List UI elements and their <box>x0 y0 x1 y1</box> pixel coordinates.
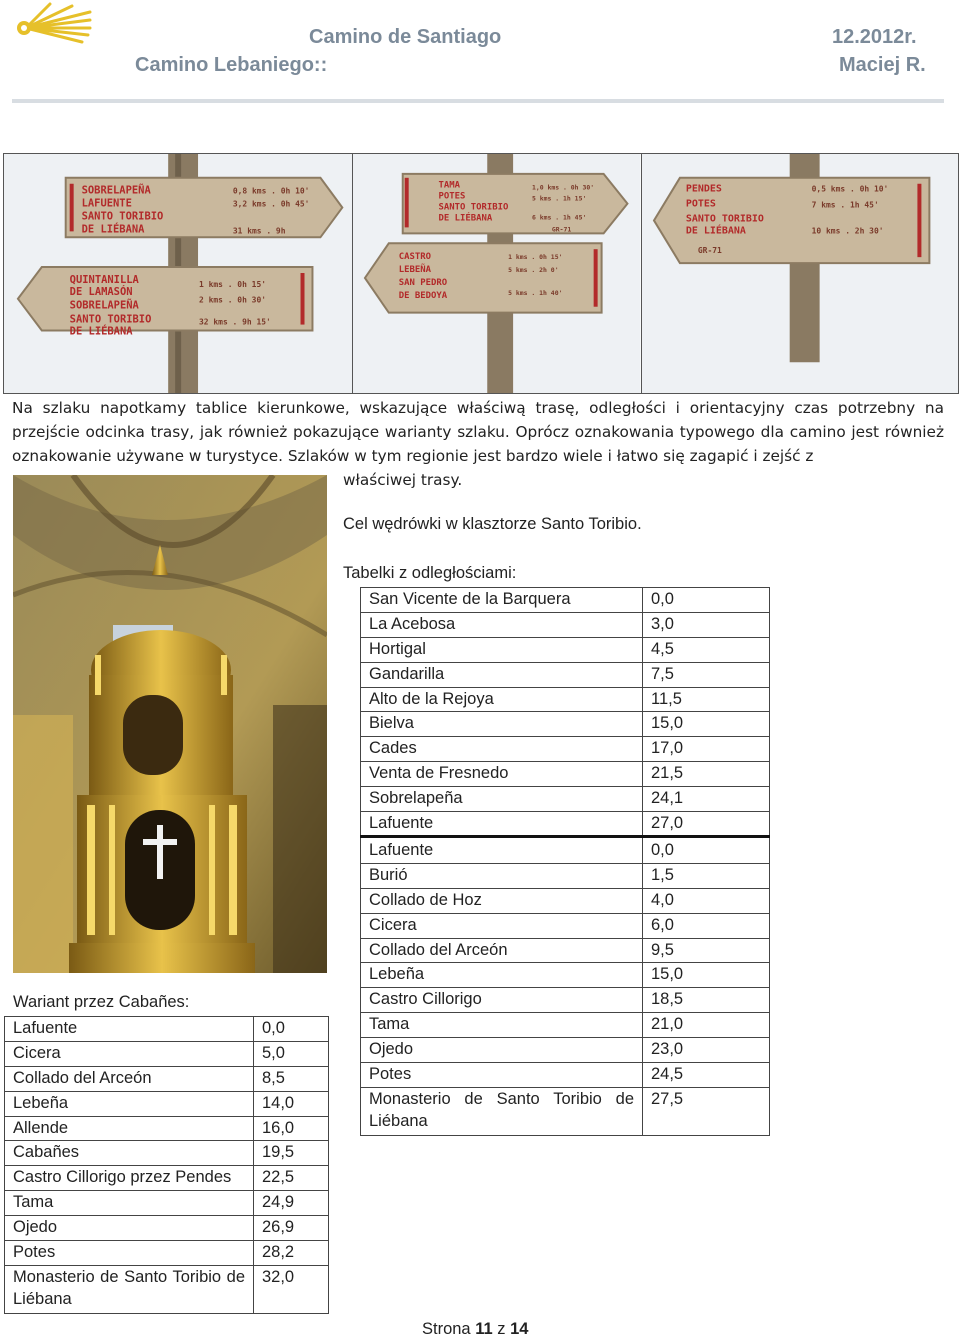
header-divider <box>12 99 944 103</box>
place-cell: Lafuente <box>5 1017 254 1042</box>
table-row <box>361 762 770 787</box>
header-title: Camino de Santiago <box>309 26 502 48</box>
variant-caption: Wariant przez Cabañes: <box>13 993 190 1011</box>
distance-cell: 3,0 <box>643 612 770 637</box>
table-row <box>361 1038 770 1063</box>
place-cell: Potes <box>5 1241 254 1266</box>
distance-cell: 9,5 <box>643 938 770 963</box>
table-row <box>5 1166 329 1191</box>
table-row <box>361 588 770 613</box>
sign-right-line-3: SANTO TORIBIO <box>685 213 764 225</box>
goal-caption: Cel wędrówki w klasztorze Santo Toribio. <box>343 515 642 533</box>
place-cell: Ojedo <box>5 1216 254 1241</box>
place-cell: Lebeña <box>361 963 643 988</box>
total-pages: 14 <box>510 1320 529 1338</box>
signpost-photo-left <box>4 154 353 393</box>
place-cell: Cabañes <box>5 1141 254 1166</box>
sign-left-upper-2: LAFUENTE <box>81 197 132 210</box>
signpost-photo-right <box>642 154 958 393</box>
signpost-photo-middle <box>353 154 641 393</box>
distance-cell: 21,0 <box>643 1013 770 1038</box>
sign-mid-upper-3: SANTO TORIBIO <box>438 202 509 213</box>
sign-left-lower-2: DE LAMASÓN <box>69 285 133 298</box>
sign-mid-upper-mark: GR-71 <box>552 225 572 234</box>
signpost-photo-strip <box>3 153 959 394</box>
distance-cell: 15,0 <box>643 963 770 988</box>
table-row <box>361 836 770 863</box>
table-row <box>361 637 770 662</box>
place-cell: Cades <box>361 737 643 762</box>
sign-mid-lower-dist-3: 5 kms . 1h 40' <box>508 288 563 297</box>
table-row <box>5 1241 329 1266</box>
monastery-reliquary-photo <box>13 475 327 973</box>
place-cell: Collado de Hoz <box>361 888 643 913</box>
header-date: 12.2012r. <box>832 26 917 48</box>
table-row <box>361 612 770 637</box>
distance-cell: 27,5 <box>643 1087 770 1135</box>
place-cell: Cicera <box>5 1041 254 1066</box>
distance-cell: 32,0 <box>254 1265 329 1313</box>
table-row <box>5 1091 329 1116</box>
distance-cell: 0,0 <box>643 588 770 613</box>
distance-cell: 14,0 <box>254 1091 329 1116</box>
sign-right-dist-2: 7 kms . 1h 45' <box>811 200 879 210</box>
distance-cell: 16,0 <box>254 1116 329 1141</box>
sign-left-lower-1: QUINTANILLA <box>69 273 139 286</box>
table-row <box>361 812 770 837</box>
sign-mid-lower-2: LEBEÑA <box>399 265 432 276</box>
distance-cell: 17,0 <box>643 737 770 762</box>
distance-cell: 0,0 <box>643 836 770 863</box>
sign-left-upper-dist-1: 0,8 kms . 0h 10' <box>232 186 310 196</box>
sign-left-lower-4: SANTO TORIBIO <box>69 313 152 326</box>
sign-mid-lower-dist-1: 1 kms . 0h 15' <box>508 253 563 262</box>
sign-left-lower-dist-1: 1 kms . 0h 15' <box>199 279 267 289</box>
distance-cell: 7,5 <box>643 662 770 687</box>
header-author: Maciej R. <box>839 54 926 76</box>
sign-left-upper-dist-2: 3,2 kms . 0h 45' <box>232 199 310 209</box>
signpost-photo-icon <box>642 154 958 393</box>
place-cell: Gandarilla <box>361 662 643 687</box>
page-separator: z <box>497 1320 506 1338</box>
distance-tables-caption: Tabelki z odległościami: <box>343 564 517 582</box>
intro-paragraph-last-line: właściwej trasy. <box>343 471 463 489</box>
distance-cell: 27,0 <box>643 812 770 837</box>
distance-cell: 8,5 <box>254 1066 329 1091</box>
table-row <box>361 787 770 812</box>
sign-mid-upper-dist-1: 1,0 kms . 0h 30' <box>532 183 595 192</box>
sign-right-dist-1: 0,5 kms . 0h 10' <box>811 184 889 194</box>
table-row <box>361 913 770 938</box>
variant-distance-table <box>4 1016 329 1314</box>
place-cell: Potes <box>361 1063 643 1088</box>
page-number <box>422 1320 528 1339</box>
place-cell: Burió <box>361 863 643 888</box>
sign-mid-upper-dist-2: 5 kms . 1h 15' <box>532 194 587 203</box>
table-row <box>5 1216 329 1241</box>
place-cell: Cicera <box>361 913 643 938</box>
sign-left-upper-3: SANTO TORIBIO <box>81 210 164 223</box>
distance-cell: 19,5 <box>254 1141 329 1166</box>
table-row <box>361 888 770 913</box>
sign-mid-lower-3: SAN PEDRO <box>399 277 448 288</box>
table-row <box>5 1041 329 1066</box>
place-cell: Allende <box>5 1116 254 1141</box>
sign-left-lower-5: DE LIÉBANA <box>69 325 133 338</box>
table-row <box>361 863 770 888</box>
intro-paragraph: Na szlaku napotkamy tablice kierunkowe, wskazujące właściwą trasę, odległości i orientacyjny czas potrzebny na przejście odcinka trasy, jak również pokazujące warianty szlaku. Oprócz oznakowania typowego dla camino jest również oznakowanie używane w turystyce. Szlaków w tym regionie jest bardzo wiele i łatwo się zagapić i zejść z <box>12 399 944 465</box>
distance-cell: 21,5 <box>643 762 770 787</box>
distance-cell: 5,0 <box>254 1041 329 1066</box>
distance-cell: 28,2 <box>254 1241 329 1266</box>
place-cell: San Vicente de la Barquera <box>361 588 643 613</box>
signpost-photo-icon <box>353 154 640 393</box>
distance-cell: 4,0 <box>643 888 770 913</box>
place-cell: Venta de Fresnedo <box>361 762 643 787</box>
sign-left-upper-dist-3: 31 kms . 9h <box>232 226 286 236</box>
distance-cell: 24,9 <box>254 1191 329 1216</box>
header-subtitle: Camino Lebaniego:: <box>135 54 328 76</box>
sign-right-dist-3: 10 kms . 2h 30' <box>811 226 884 236</box>
table-row <box>5 1141 329 1166</box>
place-cell: Collado del Arceón <box>361 938 643 963</box>
sign-left-upper-4: DE LIÉBANA <box>81 223 145 236</box>
distance-cell: 26,9 <box>254 1216 329 1241</box>
table-row <box>361 687 770 712</box>
place-cell: Castro Cillorigo przez Pendes <box>5 1166 254 1191</box>
distance-cell: 24,1 <box>643 787 770 812</box>
place-cell: Hortigal <box>361 637 643 662</box>
sign-mid-upper-dist-3: 6 kms . 1h 45' <box>532 213 587 222</box>
current-page: 11 <box>475 1320 493 1338</box>
sign-right-mark: GR-71 <box>697 246 722 256</box>
sign-mid-lower-1: CASTRO <box>399 252 432 263</box>
place-cell: Tama <box>5 1191 254 1216</box>
table-row <box>361 963 770 988</box>
table-row <box>5 1017 329 1042</box>
sign-left-upper-1: SOBRELAPEÑA <box>81 184 151 197</box>
place-cell: Monasterio de Santo Toribio de Liébana <box>5 1265 254 1313</box>
distance-cell: 1,5 <box>643 863 770 888</box>
table-row <box>5 1066 329 1091</box>
distance-cell: 22,5 <box>254 1166 329 1191</box>
sign-left-lower-dist-2: 2 kms . 0h 30' <box>199 295 267 305</box>
table-row <box>5 1265 329 1313</box>
place-cell: Castro Cillorigo <box>361 988 643 1013</box>
place-cell: Lafuente <box>361 812 643 837</box>
page-prefix: Strona <box>422 1320 471 1338</box>
scallop-shell-logo-icon <box>10 2 94 46</box>
place-cell: Bielva <box>361 712 643 737</box>
distance-cell: 11,5 <box>643 687 770 712</box>
distance-cell: 15,0 <box>643 712 770 737</box>
place-cell: Lebeña <box>5 1091 254 1116</box>
distance-cell: 24,5 <box>643 1063 770 1088</box>
table-row <box>361 1013 770 1038</box>
table-row <box>361 988 770 1013</box>
reliquary-photo-icon <box>13 475 327 973</box>
sign-mid-lower-dist-2: 5 kms . 2h 0' <box>508 266 559 275</box>
sign-mid-upper-1: TAMA <box>438 180 461 191</box>
signpost-photo-icon <box>4 154 352 393</box>
place-cell: Collado del Arceón <box>5 1066 254 1091</box>
place-cell: Alto de la Rejoya <box>361 687 643 712</box>
sign-mid-lower-4: DE BEDOYA <box>399 290 448 301</box>
place-cell: Lafuente <box>361 836 643 863</box>
table-row <box>361 737 770 762</box>
distance-cell: 23,0 <box>643 1038 770 1063</box>
main-distance-table <box>360 587 770 1136</box>
sign-right-line-2: POTES <box>685 198 716 210</box>
table-row <box>361 712 770 737</box>
table-row <box>361 938 770 963</box>
place-cell: Ojedo <box>361 1038 643 1063</box>
distance-cell: 18,5 <box>643 988 770 1013</box>
sign-left-lower-dist-3: 32 kms . 9h 15' <box>199 317 271 327</box>
distance-cell: 4,5 <box>643 637 770 662</box>
table-row <box>5 1116 329 1141</box>
sign-mid-upper-4: DE LIÉBANA <box>438 213 493 224</box>
table-row <box>361 662 770 687</box>
table-row <box>361 1087 770 1135</box>
table-row <box>361 1063 770 1088</box>
place-cell: Tama <box>361 1013 643 1038</box>
sign-right-line-4: DE LIÉBANA <box>685 225 746 237</box>
distance-cell: 6,0 <box>643 913 770 938</box>
sign-right-line-1: PENDES <box>685 183 722 195</box>
sign-left-lower-3: SOBRELAPEÑA <box>69 299 139 312</box>
place-cell: La Acebosa <box>361 612 643 637</box>
place-cell: Monasterio de Santo Toribio de Liébana <box>361 1087 643 1135</box>
sign-mid-upper-2: POTES <box>438 191 466 202</box>
place-cell: Sobrelapeña <box>361 787 643 812</box>
distance-cell: 0,0 <box>254 1017 329 1042</box>
table-row <box>5 1191 329 1216</box>
